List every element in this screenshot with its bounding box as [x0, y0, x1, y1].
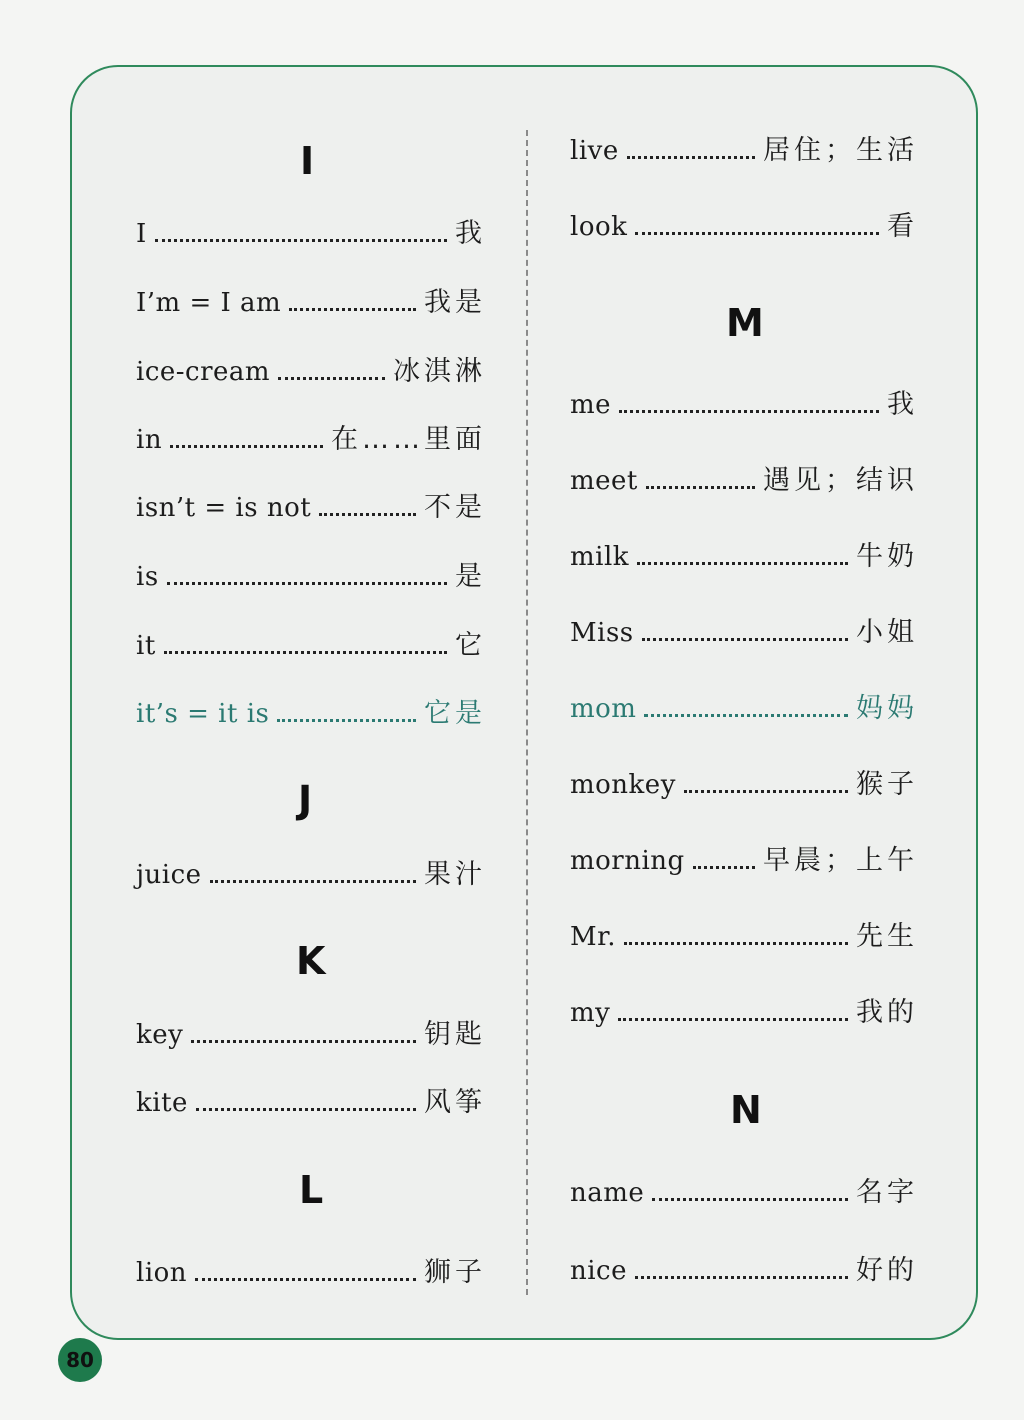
- entry-leader: [652, 1198, 848, 1201]
- glossary-entry: [136, 857, 486, 893]
- entry-word: look: [570, 212, 628, 242]
- entry-leader: [635, 1276, 848, 1279]
- entry-word: nice: [570, 1256, 628, 1286]
- section-letter-k: K: [296, 939, 326, 983]
- entry-word: it: [136, 631, 156, 661]
- entry-word: mom: [570, 694, 637, 724]
- entry-leader: [624, 942, 848, 945]
- entry-leader: [619, 410, 879, 413]
- section-letter-j: J: [298, 778, 313, 822]
- entry-leader: [646, 486, 755, 489]
- page-number-badge: 80: [58, 1338, 102, 1382]
- entry-meaning: 不是: [424, 492, 486, 523]
- entry-leader: [289, 308, 416, 311]
- entry-word: kite: [136, 1088, 188, 1118]
- glossary-entry: [136, 1085, 486, 1121]
- entry-word: it’s = it is: [136, 699, 270, 729]
- entry-word: meet: [570, 466, 638, 496]
- entry-leader: [155, 239, 447, 242]
- entry-word: name: [570, 1178, 645, 1208]
- entry-leader: [642, 638, 848, 641]
- entry-meaning: 狮子: [424, 1257, 486, 1288]
- entry-leader: [170, 445, 323, 448]
- entry-word: isn’t = is not: [136, 493, 312, 523]
- glossary-entry: [570, 539, 918, 575]
- entry-word: in: [136, 425, 163, 455]
- entry-word: I: [136, 219, 147, 249]
- glossary-entry: [570, 1253, 918, 1289]
- glossary-entry: [570, 691, 918, 727]
- entry-word: me: [570, 390, 612, 420]
- entry-leader: [167, 582, 447, 585]
- entry-meaning: 猴子: [856, 769, 918, 800]
- entry-leader: [319, 513, 416, 516]
- entry-meaning: 风筝: [424, 1087, 486, 1118]
- section-letter-m: M: [726, 301, 764, 345]
- entry-word: live: [570, 136, 619, 166]
- glossary-entry: [136, 285, 486, 321]
- entry-meaning: 在……里面: [331, 424, 486, 455]
- entry-word: morning: [570, 846, 685, 876]
- entry-meaning: 遇见；结识: [763, 465, 918, 496]
- entry-leader: [618, 1018, 848, 1021]
- entry-leader: [210, 880, 416, 883]
- entry-meaning: 牛奶: [856, 541, 918, 572]
- glossary-entry: [570, 1175, 918, 1211]
- glossary-entry: [570, 209, 918, 245]
- entry-meaning: 我的: [856, 997, 918, 1028]
- glossary-entry: [136, 490, 486, 526]
- entry-leader: [191, 1040, 416, 1043]
- entry-meaning: 早晨；上午: [763, 845, 918, 876]
- glossary-entry: [570, 133, 918, 169]
- entry-meaning: 我: [887, 389, 918, 420]
- glossary-entry: [570, 919, 918, 955]
- entry-word: lion: [136, 1258, 188, 1288]
- entry-meaning: 它: [455, 630, 486, 661]
- entry-word: my: [570, 998, 611, 1028]
- glossary-entry: [136, 1255, 486, 1291]
- entry-word: Mr.: [570, 922, 616, 952]
- entry-leader: [277, 719, 416, 722]
- entry-meaning: 果汁: [424, 859, 486, 890]
- entry-word: is: [136, 562, 159, 592]
- entry-meaning: 冰淇淋: [393, 356, 486, 387]
- entry-word: ice-cream: [136, 357, 271, 387]
- glossary-entry: [136, 354, 486, 390]
- entry-meaning: 是: [455, 561, 486, 592]
- entry-leader: [635, 232, 879, 235]
- entry-meaning: 它是: [424, 698, 486, 729]
- entry-meaning: 名字: [856, 1177, 918, 1208]
- entry-meaning: 妈妈: [856, 693, 918, 724]
- section-letter-l: L: [299, 1168, 324, 1212]
- section-letter-i: I: [300, 139, 315, 183]
- entry-meaning: 钥匙: [424, 1019, 486, 1050]
- entry-word: monkey: [570, 770, 676, 800]
- entry-leader: [644, 714, 848, 717]
- entry-word: I’m = I am: [136, 288, 282, 318]
- entry-meaning: 看: [887, 211, 918, 242]
- entry-meaning: 先生: [856, 921, 918, 952]
- entry-word: milk: [570, 542, 630, 572]
- entry-meaning: 我: [455, 218, 486, 249]
- entry-leader: [693, 866, 755, 869]
- entry-leader: [195, 1278, 416, 1281]
- entry-word: key: [136, 1020, 184, 1050]
- column-divider: [526, 130, 528, 1295]
- glossary-entry: [136, 628, 486, 664]
- glossary-entry: [570, 615, 918, 651]
- entry-leader: [637, 562, 848, 565]
- entry-leader: [196, 1108, 416, 1111]
- entry-meaning: 我是: [424, 287, 486, 318]
- glossary-entry: [570, 843, 918, 879]
- entry-leader: [627, 156, 755, 159]
- entry-meaning: 居住；生活: [763, 135, 918, 166]
- glossary-entry: [136, 1017, 486, 1053]
- glossary-entry: [136, 559, 486, 595]
- entry-leader: [684, 790, 848, 793]
- glossary-entry: [136, 422, 486, 458]
- entry-word: Miss: [570, 618, 634, 648]
- entry-meaning: 好的: [856, 1255, 918, 1286]
- entry-leader: [278, 377, 385, 380]
- glossary-entry: [570, 387, 918, 423]
- glossary-entry: [570, 995, 918, 1031]
- entry-meaning: 小姐: [856, 617, 918, 648]
- glossary-entry: [570, 463, 918, 499]
- glossary-entry: [136, 696, 486, 732]
- entry-word: juice: [136, 860, 202, 890]
- section-letter-n: N: [730, 1088, 762, 1132]
- glossary-entry: [570, 767, 918, 803]
- glossary-entry: [136, 216, 486, 252]
- entry-leader: [164, 651, 447, 654]
